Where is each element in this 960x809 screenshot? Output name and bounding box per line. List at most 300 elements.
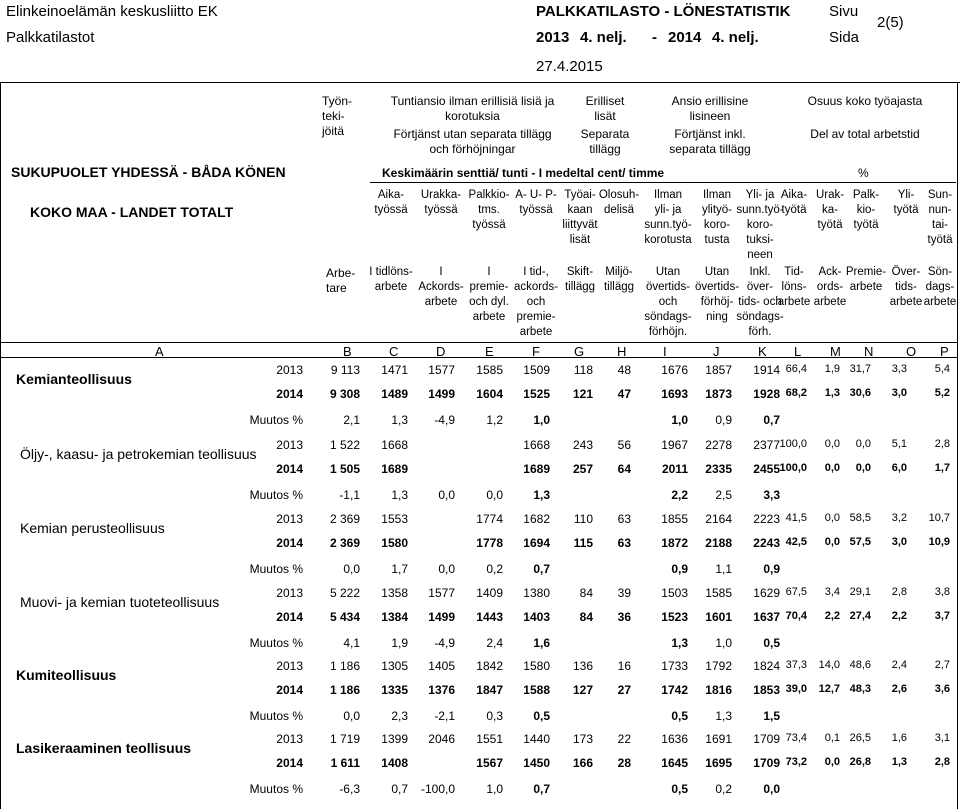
column-header-e-fi: Palkkio- tms. työssä [468, 189, 510, 231]
cell-k: 2455 [753, 462, 780, 476]
cell-j: 1691 [705, 732, 732, 746]
cell-j: 2278 [705, 438, 732, 452]
change-label: Muutos % [249, 562, 303, 576]
cell-o: 5,1 [891, 438, 907, 450]
cell-l: 100,0 [779, 462, 807, 474]
cell-i: 1872 [661, 536, 688, 550]
cell-k: 2377 [753, 438, 780, 452]
column-header-l-fi: Aika- työtä [780, 189, 808, 216]
percent-unit: % [858, 166, 869, 180]
column-header-f-sv: I tid-, ackords- och premie- arbete [513, 266, 559, 338]
column-letter-m: M [830, 344, 841, 359]
year-label: 2014 [276, 756, 303, 770]
change-d: 0,0 [438, 488, 455, 502]
cell-k: 2243 [753, 536, 780, 550]
cell-l: 68,2 [785, 387, 807, 399]
cell-n: 48,6 [849, 659, 871, 671]
industry-name: Kemianteollisuus [16, 371, 132, 387]
cell-e: 1842 [476, 659, 503, 673]
cell-l: 39,0 [785, 683, 807, 695]
cell-g: 166 [572, 756, 593, 770]
cell-i: 2011 [661, 462, 688, 476]
cell-i: 1645 [661, 756, 688, 770]
column-header-n-fi: Palk- kio- työtä [852, 189, 880, 231]
cell-l: 73,4 [785, 732, 807, 744]
cell-k: 1637 [753, 610, 780, 624]
change-d: -4,9 [434, 636, 455, 650]
workers-header-fi: Työn- teki- jöitä [322, 94, 353, 138]
cell-g: 118 [573, 363, 593, 377]
year-label: 2013 [276, 732, 303, 746]
cell-k: 1709 [753, 756, 780, 770]
cell-b: 9 113 [330, 363, 360, 377]
column-header-o-fi: Yli- työtä [893, 189, 919, 216]
cell-j: 1816 [705, 683, 732, 697]
cell-i: 1693 [661, 387, 688, 401]
cell-o: 1,6 [891, 732, 907, 744]
cell-e: 1585 [476, 363, 503, 377]
change-i: 0,5 [671, 782, 688, 796]
column-letter-d: D [436, 344, 446, 359]
change-b: 0,0 [343, 562, 360, 576]
cell-m: 12,7 [818, 683, 840, 695]
change-e: 1,0 [486, 782, 503, 796]
change-b: 2,1 [343, 413, 360, 427]
cell-b: 2 369 [329, 512, 360, 526]
cell-m: 0,0 [824, 438, 840, 450]
column-letter-i: I [663, 344, 667, 359]
cell-b: 1 611 [330, 756, 360, 770]
change-c: 0,7 [391, 782, 408, 796]
cell-h: 47 [617, 387, 631, 401]
cell-e: 1443 [476, 610, 503, 624]
cell-g: 173 [572, 732, 593, 746]
change-j: 1,1 [715, 562, 732, 576]
change-e: 2,4 [486, 636, 503, 650]
cell-g: 136 [572, 659, 593, 673]
cell-l: 42,5 [785, 536, 807, 548]
cell-h: 48 [617, 363, 631, 377]
column-header-j-fi: Ilman ylityö- koro- tusta [701, 189, 733, 246]
cell-d: 1577 [428, 586, 455, 600]
cell-i: 1676 [661, 363, 688, 377]
change-d: -100,0 [420, 782, 455, 796]
cell-m: 1,9 [824, 363, 840, 375]
change-i: 0,5 [671, 709, 688, 723]
cell-m: 0,0 [824, 462, 840, 474]
change-b: -1,1 [339, 488, 360, 502]
cell-o: 3,2 [891, 512, 907, 524]
cell-f: 1689 [523, 462, 550, 476]
cell-b: 1 186 [329, 659, 360, 673]
change-label: Muutos % [249, 488, 303, 502]
cell-h: 22 [617, 732, 631, 746]
cell-l: 41,5 [785, 512, 807, 524]
cell-d: 1577 [428, 363, 455, 377]
cell-o: 2,4 [891, 659, 907, 671]
year-label: 2013 [276, 586, 303, 600]
cell-f: 1525 [523, 387, 550, 401]
cell-b: 1 505 [329, 462, 360, 476]
cell-g: 115 [573, 536, 593, 550]
change-label: Muutos % [249, 782, 303, 796]
change-e: 0,0 [486, 488, 503, 502]
cell-h: 39 [617, 586, 631, 600]
report-date: 27.4.2015 [536, 58, 603, 75]
change-f: 0,7 [533, 562, 550, 576]
cell-m: 0,1 [824, 732, 840, 744]
cell-e: 1551 [476, 732, 503, 746]
change-label: Muutos % [249, 413, 303, 427]
industry-name: Öljy-, kaasu- ja petrokemian teollisuus [20, 446, 257, 462]
cell-b: 1 186 [329, 683, 360, 697]
column-header-i-sv: Utan övertids- och söndags- förhöjn. [644, 266, 692, 338]
column-header-o-sv: Över- tids- arbete [889, 266, 923, 308]
change-i: 1,3 [671, 636, 688, 650]
change-b: -6,3 [339, 782, 360, 796]
cell-n: 0,0 [855, 462, 871, 474]
period-quarter-2: 4. nelj. [712, 29, 759, 46]
cell-h: 63 [617, 536, 631, 550]
cell-i: 1967 [661, 438, 688, 452]
cell-e: 1567 [476, 756, 503, 770]
cell-o: 2,6 [891, 683, 907, 695]
column-letter-n: N [864, 344, 874, 359]
industry-name: Muovi- ja kemian tuoteteollisuus [20, 594, 220, 610]
column-header-p-sv: Sön- dags- arbete [923, 266, 957, 308]
report-title: PALKKATILASTO - LÖNESTATISTIK [536, 3, 791, 20]
cell-f: 1509 [523, 363, 550, 377]
cell-p: 3,7 [934, 610, 950, 622]
column-header-f-fi: A- U- P- työssä [515, 189, 557, 216]
cell-m: 1,3 [824, 387, 840, 399]
workers-header-sv: Arbe- tare [326, 266, 356, 295]
org-name: Elinkeinoelämän keskusliitto EK [6, 3, 218, 20]
percent-underline [780, 182, 956, 183]
cell-o: 3,3 [891, 363, 907, 375]
cell-k: 1824 [753, 659, 780, 673]
year-label: 2013 [276, 363, 303, 377]
share-header-sv: Del av total arbetstid [810, 127, 920, 141]
change-label: Muutos % [249, 709, 303, 723]
year-label: 2014 [276, 462, 303, 476]
cell-n: 57,5 [849, 536, 871, 548]
column-letter-p: P [940, 344, 949, 359]
change-f: 0,7 [533, 782, 550, 796]
cell-g: 243 [572, 438, 593, 452]
cell-j: 2335 [705, 462, 732, 476]
area-title: KOKO MAA - LANDET TOTALT [30, 204, 234, 220]
year-label: 2014 [276, 610, 303, 624]
column-header-j-sv: Utan övertids- förhöj- ning [694, 266, 740, 323]
cell-j: 1601 [705, 610, 732, 624]
table-top-border [0, 82, 960, 83]
change-d: -4,9 [434, 413, 455, 427]
change-f: 1,0 [533, 413, 550, 427]
gender-title: SUKUPUOLET YHDESSÄ - BÅDA KÖNEN [11, 164, 286, 180]
cell-l: 67,5 [785, 586, 807, 598]
cell-n: 30,6 [849, 387, 871, 399]
year-label: 2013 [276, 438, 303, 452]
column-header-c-fi: Aika- työssä [374, 189, 408, 216]
cell-o: 2,2 [891, 610, 907, 622]
cell-k: 1709 [753, 732, 780, 746]
column-header-g-fi: Työai- kaan liittyvät lisät [562, 189, 598, 246]
period-year-1: 2013 [536, 29, 570, 46]
change-d: -2,1 [434, 709, 455, 723]
column-letter-l: L [794, 344, 802, 359]
cell-n: 58,5 [849, 512, 871, 524]
column-letter-f: F [532, 344, 540, 359]
industry-name: Lasikeraaminen teollisuus [16, 740, 192, 756]
cell-e: 1778 [476, 536, 503, 550]
cell-m: 0,0 [824, 536, 840, 548]
column-header-k-sv: Inkl. över- tids- och söndags- förh. [736, 266, 784, 338]
change-i: 1,0 [671, 413, 688, 427]
cell-f: 1380 [523, 586, 550, 600]
cell-k: 1853 [753, 683, 780, 697]
change-k: 0,9 [763, 562, 780, 576]
cell-g: 121 [572, 387, 593, 401]
avg-unit-underline [370, 182, 780, 183]
change-k: 0,7 [763, 413, 780, 427]
change-f: 0,5 [533, 709, 550, 723]
cell-h: 27 [617, 683, 631, 697]
page-label-sv: Sida [829, 29, 860, 46]
cell-i: 1855 [661, 512, 688, 526]
change-j: 0,9 [715, 413, 732, 427]
cell-o: 3,0 [891, 536, 907, 548]
column-header-m-fi: Urak- ka- työtä [815, 189, 845, 231]
cell-m: 14,0 [818, 659, 840, 671]
cell-l: 70,4 [785, 610, 807, 622]
column-letter-k: K [758, 344, 767, 359]
column-header-g-sv: Skift- tillägg [564, 266, 596, 293]
cell-i: 1636 [661, 732, 688, 746]
cell-o: 3,0 [891, 387, 907, 399]
cell-d: 1499 [428, 387, 455, 401]
separate-header-fi: Erilliset lisät [585, 94, 625, 123]
cell-j: 1873 [705, 387, 732, 401]
cell-d: 2046 [428, 732, 455, 746]
column-header-l-sv: Tid- löns- arbete [777, 266, 811, 308]
cell-m: 3,4 [824, 586, 840, 598]
cell-e: 1604 [476, 387, 503, 401]
separate-header-sv: Separata tillägg [580, 127, 630, 156]
column-header-m-sv: Ack- ords- arbete [813, 266, 847, 308]
cell-f: 1588 [523, 683, 550, 697]
cell-g: 110 [573, 512, 593, 526]
period-separator: - [652, 29, 657, 46]
period-year-2: 2014 [668, 29, 702, 46]
column-letter-a: A [155, 344, 164, 359]
cell-g: 84 [579, 610, 593, 624]
period-quarter-1: 4. nelj. [580, 29, 627, 46]
cell-o: 2,8 [891, 586, 907, 598]
industry-name: Kumiteollisuus [16, 667, 117, 683]
cell-c: 1335 [381, 683, 408, 697]
cell-f: 1668 [523, 438, 550, 452]
cell-c: 1358 [381, 586, 408, 600]
cell-m: 2,2 [824, 610, 840, 622]
column-letter-g: G [574, 344, 585, 359]
table-left-border [0, 82, 1, 809]
cell-k: 2223 [753, 512, 780, 526]
cell-j: 1585 [705, 586, 732, 600]
cell-g: 127 [572, 683, 593, 697]
cell-l: 66,4 [785, 363, 807, 375]
cell-f: 1694 [523, 536, 550, 550]
year-label: 2014 [276, 683, 303, 697]
cell-i: 1523 [661, 610, 688, 624]
cell-f: 1450 [523, 756, 550, 770]
change-d: 0,0 [438, 562, 455, 576]
column-header-p-fi: Sun- nun- tai- työtä [927, 189, 953, 246]
cell-i: 1503 [661, 586, 688, 600]
earnings-header-fi: Tuntiansio ilman erillisiä lisiä ja korotuksia [390, 94, 555, 123]
change-i: 2,2 [671, 488, 688, 502]
cell-h: 36 [617, 610, 631, 624]
column-header-h-sv: Miljö- tillägg [603, 266, 635, 293]
cell-c: 1553 [381, 512, 408, 526]
change-label: Muutos % [249, 636, 303, 650]
change-e: 1,2 [486, 413, 503, 427]
column-header-d-fi: Urakka- työssä [420, 189, 462, 216]
cell-l: 73,2 [785, 756, 807, 768]
cell-l: 37,3 [785, 659, 807, 671]
column-header-d-sv: I Ackords- arbete [418, 266, 464, 308]
avg-unit-line: Keskimäärin senttiä/ tunti - I medeltal cent/ timme [382, 166, 665, 180]
cell-o: 6,0 [891, 462, 907, 474]
cell-d: 1376 [428, 683, 455, 697]
industry-name: Kemian perusteollisuus [20, 520, 165, 536]
cell-p: 2,8 [934, 438, 950, 450]
cell-k: 1629 [753, 586, 780, 600]
change-e: 0,2 [486, 562, 503, 576]
change-c: 2,3 [391, 709, 408, 723]
change-b: 4,1 [343, 636, 360, 650]
column-letter-e: E [485, 344, 494, 359]
change-c: 1,9 [391, 636, 408, 650]
change-k: 0,5 [763, 636, 780, 650]
cell-p: 3,6 [934, 683, 950, 695]
cell-p: 10,9 [928, 536, 950, 548]
cell-e: 1847 [476, 683, 503, 697]
cell-o: 1,3 [891, 756, 907, 768]
column-header-n-sv: Premie- arbete [845, 266, 887, 293]
column-letter-h: H [617, 344, 627, 359]
cell-g: 257 [572, 462, 593, 476]
cell-k: 1914 [753, 363, 780, 377]
change-j: 1,0 [715, 636, 732, 650]
cell-c: 1489 [381, 387, 408, 401]
cell-c: 1668 [381, 438, 408, 452]
cell-j: 2188 [705, 536, 732, 550]
page-number: 2(5) [877, 14, 904, 31]
year-label: 2013 [276, 659, 303, 673]
cell-p: 2,7 [934, 659, 950, 671]
cell-g: 84 [579, 586, 593, 600]
incl-header-sv: Förtjänst inkl. separata tillägg [669, 127, 751, 156]
cell-d: 1499 [428, 610, 455, 624]
column-header-e-sv: I premie- och dyl. arbete [469, 266, 509, 323]
column-letter-j: J [713, 344, 720, 359]
cell-m: 0,0 [824, 756, 840, 768]
cell-l: 100,0 [779, 438, 807, 450]
cell-b: 1 522 [329, 438, 360, 452]
change-k: 0,0 [763, 782, 780, 796]
column-letter-o: O [906, 344, 917, 359]
cell-e: 1774 [476, 512, 503, 526]
cell-f: 1580 [523, 659, 550, 673]
column-header-h-fi: Olosuh- delisä [598, 189, 640, 216]
cell-e: 1409 [476, 586, 503, 600]
year-label: 2014 [276, 387, 303, 401]
cell-d: 1405 [428, 659, 455, 673]
column-letter-c: C [389, 344, 399, 359]
cell-h: 64 [617, 462, 631, 476]
header-bottom-rule [0, 342, 958, 343]
change-k: 1,5 [763, 709, 780, 723]
change-f: 1,6 [533, 636, 550, 650]
cell-c: 1384 [381, 610, 408, 624]
incl-header-fi: Ansio erillisine lisineen [671, 94, 749, 123]
year-label: 2013 [276, 512, 303, 526]
cell-c: 1689 [381, 462, 408, 476]
cell-k: 1928 [753, 387, 780, 401]
change-f: 1,3 [533, 488, 550, 502]
column-header-c-sv: I tidlöns- arbete [369, 266, 413, 293]
cell-n: 31,7 [849, 363, 871, 375]
change-j: 0,2 [715, 782, 732, 796]
cell-f: 1682 [523, 512, 550, 526]
cell-f: 1403 [523, 610, 550, 624]
cell-b: 9 308 [329, 387, 360, 401]
cell-j: 1695 [705, 756, 732, 770]
page-label-fi: Sivu [829, 3, 859, 20]
cell-h: 56 [617, 438, 631, 452]
letters-bottom-rule [0, 357, 958, 358]
cell-c: 1305 [381, 659, 408, 673]
cell-p: 5,2 [934, 387, 950, 399]
cell-n: 27,4 [849, 610, 871, 622]
cell-b: 5 222 [329, 586, 360, 600]
earnings-header-sv: Förtjänst utan separata tillägg och förhöjningar [393, 127, 552, 156]
cell-p: 2,8 [934, 756, 950, 768]
cell-p: 1,7 [934, 462, 950, 474]
cell-f: 1440 [523, 732, 550, 746]
org-unit: Palkkatilastot [6, 29, 95, 46]
cell-p: 5,4 [934, 363, 950, 375]
change-i: 0,9 [671, 562, 688, 576]
cell-m: 0,0 [824, 512, 840, 524]
cell-h: 28 [617, 756, 631, 770]
cell-b: 5 434 [329, 610, 360, 624]
cell-i: 1742 [661, 683, 688, 697]
cell-c: 1399 [381, 732, 408, 746]
cell-n: 48,3 [849, 683, 871, 695]
column-header-k-fi: Yli- ja sunn.työ- koro- tuksi- neen [736, 189, 784, 261]
change-j: 2,5 [715, 488, 732, 502]
change-c: 1,7 [391, 562, 408, 576]
cell-h: 63 [617, 512, 631, 526]
cell-n: 26,5 [849, 732, 871, 744]
cell-h: 16 [617, 659, 631, 673]
share-header-fi: Osuus koko työajasta [807, 94, 923, 108]
change-b: 0,0 [343, 709, 360, 723]
change-c: 1,3 [391, 413, 408, 427]
change-c: 1,3 [391, 488, 408, 502]
